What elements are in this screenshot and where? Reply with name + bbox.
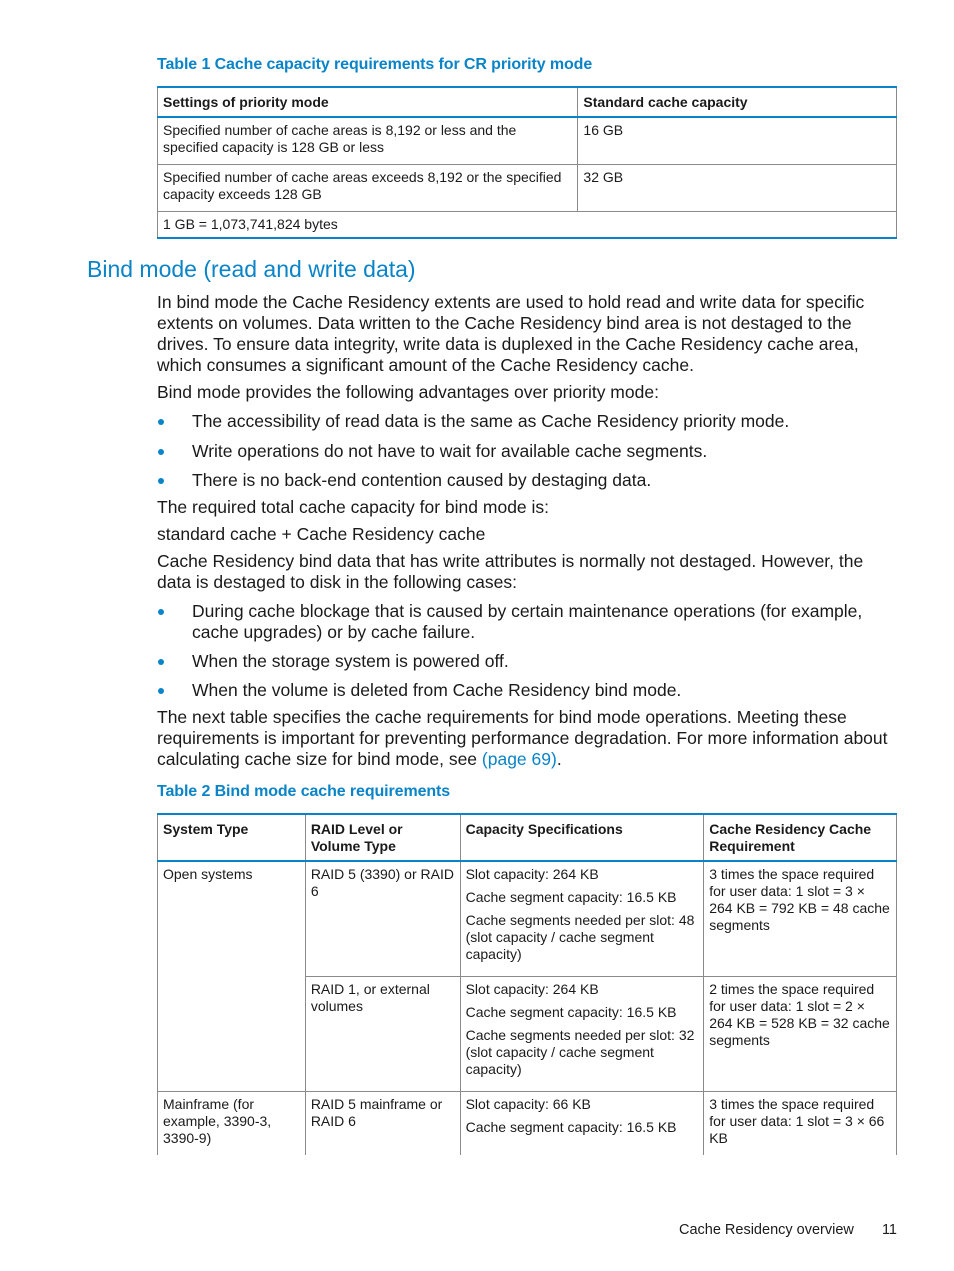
page-reference-link[interactable]: (page 69)	[481, 749, 557, 769]
table2-header-requirement: Cache Residency Cache Requirement	[704, 814, 897, 861]
capacity-line: Cache segment capacity: 16.5 KB	[465, 1003, 677, 1020]
list-item: Write operations do not have to wait for available cache segments.	[157, 441, 899, 462]
table1-footnote: 1 GB = 1,073,741,824 bytes	[158, 211, 897, 238]
paragraph-text: .	[556, 749, 562, 769]
table2-cell-capacity	[460, 1091, 704, 1155]
formula: standard cache + Cache Residency cache	[157, 524, 486, 544]
capacity-line: Slot capacity: 264 KB	[465, 980, 599, 997]
table1	[157, 86, 897, 239]
table2-cell-capacity	[460, 861, 704, 976]
table1-header-settings: Settings of priority mode	[158, 87, 578, 117]
table1-header-capacity: Standard cache capacity	[578, 87, 897, 117]
table1-cell: Specified number of cache areas is 8,192 or less and the specified capacity is 128 GB or less	[158, 117, 578, 164]
paragraph-text: The next table specifies the cache requirements for bind mode operations. Meeting these requirements is important for preventing performance degradation. For more information about calculating cache size for bind mode, see	[157, 707, 888, 769]
list-item: The accessibility of read data is the same as Cache Residency priority mode.	[157, 411, 899, 432]
capacity-line: Cache segment capacity: 16.5 KB	[465, 889, 677, 905]
page-number: 11	[881, 1222, 897, 1238]
table-row	[158, 1091, 897, 1155]
capacity-line: Cache segments needed per slot: 32 (slot capacity / cache segment capacity)	[465, 1026, 695, 1077]
section-title: Bind mode (read and write data)	[87, 256, 416, 282]
list-item: When the volume is deleted from Cache Residency bind mode.	[157, 680, 899, 701]
table2-cell-raid: RAID 5 (3390) or RAID 6	[305, 861, 460, 976]
table2-cell-raid: RAID 1, or external volumes	[305, 976, 460, 1091]
table2-cell-capacity	[460, 976, 704, 1091]
table-row	[158, 164, 897, 211]
table2-cell-requirement: 2 times the space required for user data: 1 slot = 2 × 264 KB = 528 KB = 32 cache segments	[704, 976, 897, 1091]
table2-cell-system: Mainframe (for example, 3390-3, 3390-9)	[158, 1091, 306, 1155]
list-item: When the storage system is powered off.	[157, 651, 899, 672]
capacity-line: Cache segments needed per slot: 48 (slot capacity / cache segment capacity)	[465, 912, 695, 962]
table2-cell-requirement: 3 times the space required for user data: 1 slot = 3 × 66 KB	[704, 1091, 897, 1155]
table2	[157, 813, 897, 1155]
footer-section-name: Cache Residency overview	[678, 1222, 854, 1238]
page-footer	[679, 1222, 897, 1238]
capacity-line: Slot capacity: 66 KB	[465, 1095, 591, 1112]
capacity-line: Slot capacity: 264 KB	[465, 866, 599, 882]
table2-cell-system: Open systems	[158, 861, 306, 1091]
capacity-line: Cache segment capacity: 16.5 KB	[465, 1118, 677, 1135]
table1-caption: Table 1 Cache capacity requirements for CR priority mode	[157, 56, 593, 73]
paragraph: In bind mode the Cache Residency extents are used to hold read and write data for specific extents on volumes. Data written to the Cache Residency bind area is not destaged to the drives. To ensure data integrity, write data is duplexed in the Cache Residency cache area, which consumes a significant amount of the Cache Residency cache.	[157, 292, 865, 375]
section-body	[157, 292, 899, 770]
table2-header-system-type: System Type	[158, 814, 306, 861]
table-row	[158, 211, 897, 238]
paragraph: Cache Residency bind data that has write attributes is normally not destaged. However, the data is destaged to disk in the following cases:	[157, 551, 864, 592]
table1-cell: Specified number of cache areas exceeds 8,192 or the specified capacity exceeds 128 GB	[158, 164, 578, 211]
table1-cell: 16 GB	[578, 117, 897, 164]
paragraph: The required total cache capacity for bind mode is:	[157, 497, 550, 517]
table1-cell: 32 GB	[578, 164, 897, 211]
table2-header-capacity: Capacity Specifications	[460, 814, 704, 861]
table-row	[158, 117, 897, 164]
table2-cell-requirement: 3 times the space required for user data: 1 slot = 3 × 264 KB = 792 KB = 48 cache segments	[704, 861, 897, 976]
bullet-list	[157, 601, 899, 701]
table-row	[158, 861, 897, 976]
paragraph	[157, 707, 899, 770]
paragraph: Bind mode provides the following advantages over priority mode:	[157, 382, 659, 402]
table2-header-raid: RAID Level or Volume Type	[305, 814, 460, 861]
table2-cell-raid: RAID 5 mainframe or RAID 6	[305, 1091, 460, 1155]
bullet-list	[157, 411, 899, 491]
list-item: During cache blockage that is caused by certain maintenance operations (for example, cache upgrades) or by cache failure.	[157, 601, 899, 643]
table2-caption: Table 2 Bind mode cache requirements	[157, 783, 451, 800]
list-item: There is no back-end contention caused by destaging data.	[157, 470, 899, 491]
